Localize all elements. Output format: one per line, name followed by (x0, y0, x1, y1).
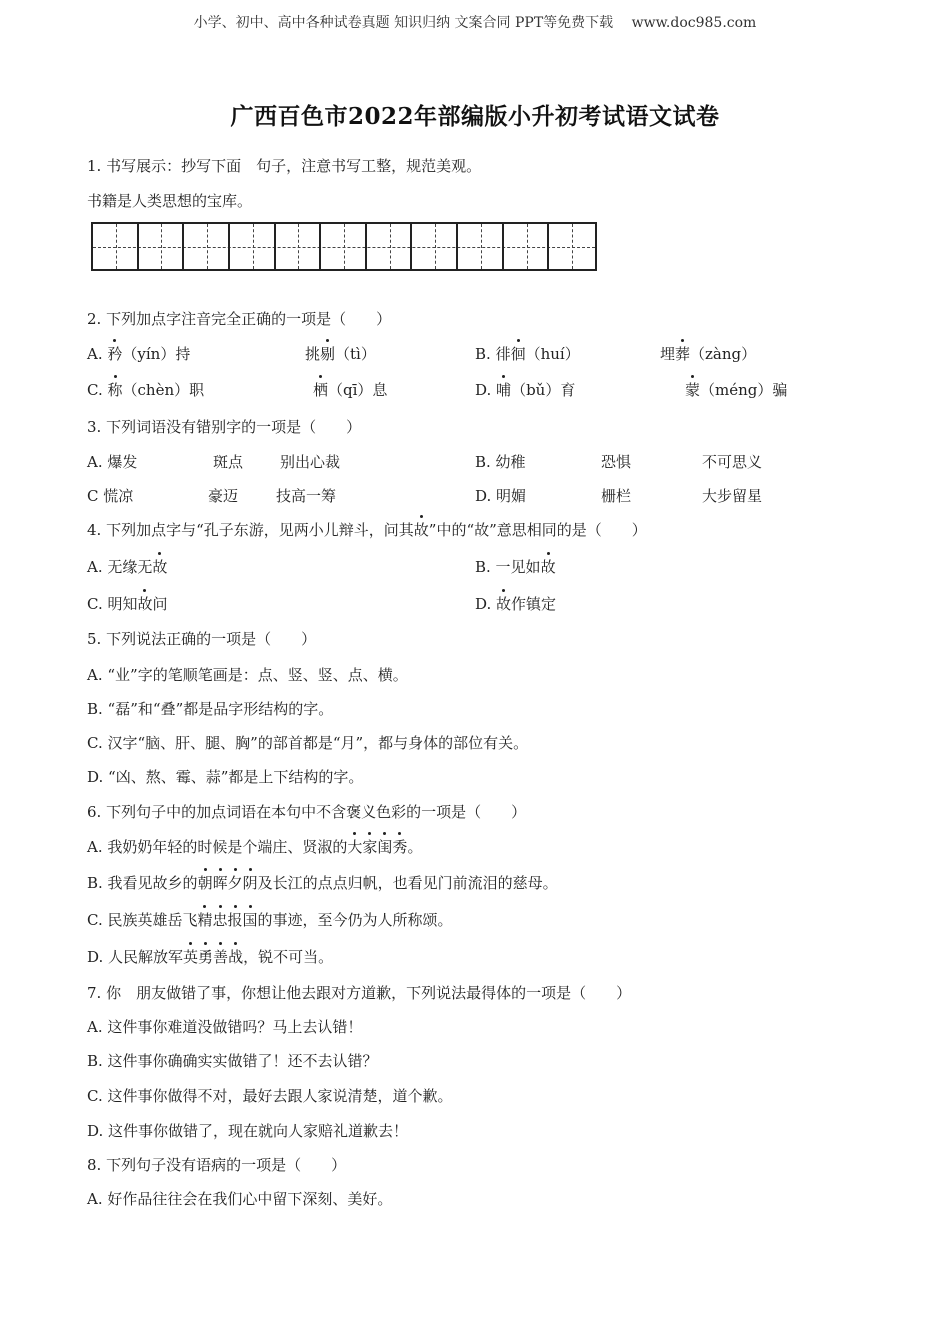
q3-option-b-3: 不可思义 (702, 453, 763, 471)
q2-option-a-2: 挑剔（tì） (305, 345, 376, 363)
q7-option-d: D. 这件事你做错了，现在就向人家赔礼道歉去！ (87, 1122, 409, 1140)
q2-option-b: B. 徘徊（huí） (475, 345, 580, 363)
q1-sentence: 书籍是人类思想的宝库。 (87, 192, 253, 210)
q6-option-b: B. 我看见故乡的朝晖夕阴及长江的点点归帆，也看见门前流泪的慈母。 (87, 874, 558, 892)
q2-option-d: D. 哺（bǔ）育 (475, 381, 576, 399)
q7-stem: 7. 你 朋友做错了事，你想让他去跟对方道歉，下列说法最得体的一项是（ ） (87, 984, 632, 1002)
q4-option-b: B. 一见如故 (475, 558, 556, 576)
grid-cell (458, 224, 504, 269)
q3-option-b-1: B. 幼稚 (475, 453, 526, 471)
q3-option-a-2: 斑点 (213, 453, 244, 471)
q6-stem: 6. 下列句子中的加点词语在本句中不含褒义色彩的一项是（ ） (87, 803, 527, 821)
q3-option-d-2: 栅栏 (601, 487, 632, 505)
q2-option-d-2: 蒙（méng）骗 (685, 381, 788, 399)
q2-option-c: C. 称（chèn）职 (87, 381, 205, 399)
q4-stem: 4. 下列加点字与“孔子东游，见两小儿辩斗，问其故”中的“故”意思相同的是（ ） (87, 521, 647, 539)
grid-cell (139, 224, 185, 269)
grid-cell (276, 224, 322, 269)
q3-option-b-2: 恐惧 (601, 453, 632, 471)
q3-option-d-3: 大步留星 (702, 487, 763, 505)
q5-stem: 5. 下列说法正确的一项是（ ） (87, 630, 317, 648)
q3-option-d-1: D. 明媚 (475, 487, 527, 505)
q3-option-c-3: 技高一筹 (276, 487, 337, 505)
q5-option-b: B. “磊”和“叠”都是品字形结构的字。 (87, 700, 334, 718)
q3-option-c-1: C 慌凉 (87, 487, 134, 505)
q4-option-d: D. 故作镇定 (475, 595, 557, 613)
grid-cell (230, 224, 276, 269)
page-header: 小学、初中、高中各种试卷真题 知识归纳 文案合同 PPT等免费下载 www.doc985.com (193, 15, 757, 31)
q3-option-c-2: 豪迈 (208, 487, 239, 505)
grid-cell (549, 224, 595, 269)
q8-option-a: A. 好作品往往会在我们心中留下深刻、美好。 (87, 1190, 393, 1208)
q6-option-c: C. 民族英雄岳飞精忠报国的事迹，至今仍为人所称颂。 (87, 911, 453, 929)
q7-option-b: B. 这件事你确确实实做错了！还不去认错？ (87, 1052, 378, 1070)
grid-cell (367, 224, 413, 269)
q3-option-a-3: 别出心裁 (280, 453, 341, 471)
grid-cell (412, 224, 458, 269)
writing-grid (91, 222, 597, 271)
grid-cell (504, 224, 550, 269)
q5-option-d: D. “凶、熬、霉、蒜”都是上下结构的字。 (87, 768, 364, 786)
q5-option-a: A. “业”字的笔顺笔画是：点、竖、竖、点、横。 (87, 666, 408, 684)
q6-option-d: D. 人民解放军英勇善战，锐不可当。 (87, 948, 334, 966)
q2-option-a: A. 矜（yín）持 (87, 345, 191, 363)
q3-stem: 3. 下列词语没有错别字的一项是（ ） (87, 418, 362, 436)
q1-stem: 1. 书写展示：抄写下面 句子，注意书写工整，规范美观。 (87, 157, 482, 175)
q4-option-a: A. 无缘无故 (87, 558, 168, 576)
q2-option-c-2: 栖（qī）息 (313, 381, 388, 399)
grid-cell (93, 224, 139, 269)
q3-option-a-1: A. 爆发 (87, 453, 138, 471)
q4-option-c: C. 明知故问 (87, 595, 168, 613)
grid-cell (321, 224, 367, 269)
q2-option-b-2: 埋葬（zàng） (660, 345, 757, 363)
q2-stem: 2. 下列加点字注音完全正确的一项是（ ） (87, 310, 392, 328)
q6-option-a: A. 我奶奶年轻的时候是个端庄、贤淑的大家闺秀。 (87, 838, 423, 856)
q7-option-a: A. 这件事你难道没做错吗？马上去认错！ (87, 1018, 363, 1036)
q8-stem: 8. 下列句子没有语病的一项是（ ） (87, 1156, 347, 1174)
q7-option-c: C. 这件事你做得不对，最好去跟人家说清楚，道个歉。 (87, 1087, 453, 1105)
q5-option-c: C. 汉字“脑、肝、腿、胸”的部首都是“月”，都与身体的部位有关。 (87, 734, 529, 752)
grid-cell (184, 224, 230, 269)
page-title: 广西百色市2022年部编版小升初考试语文试卷 (230, 103, 720, 130)
